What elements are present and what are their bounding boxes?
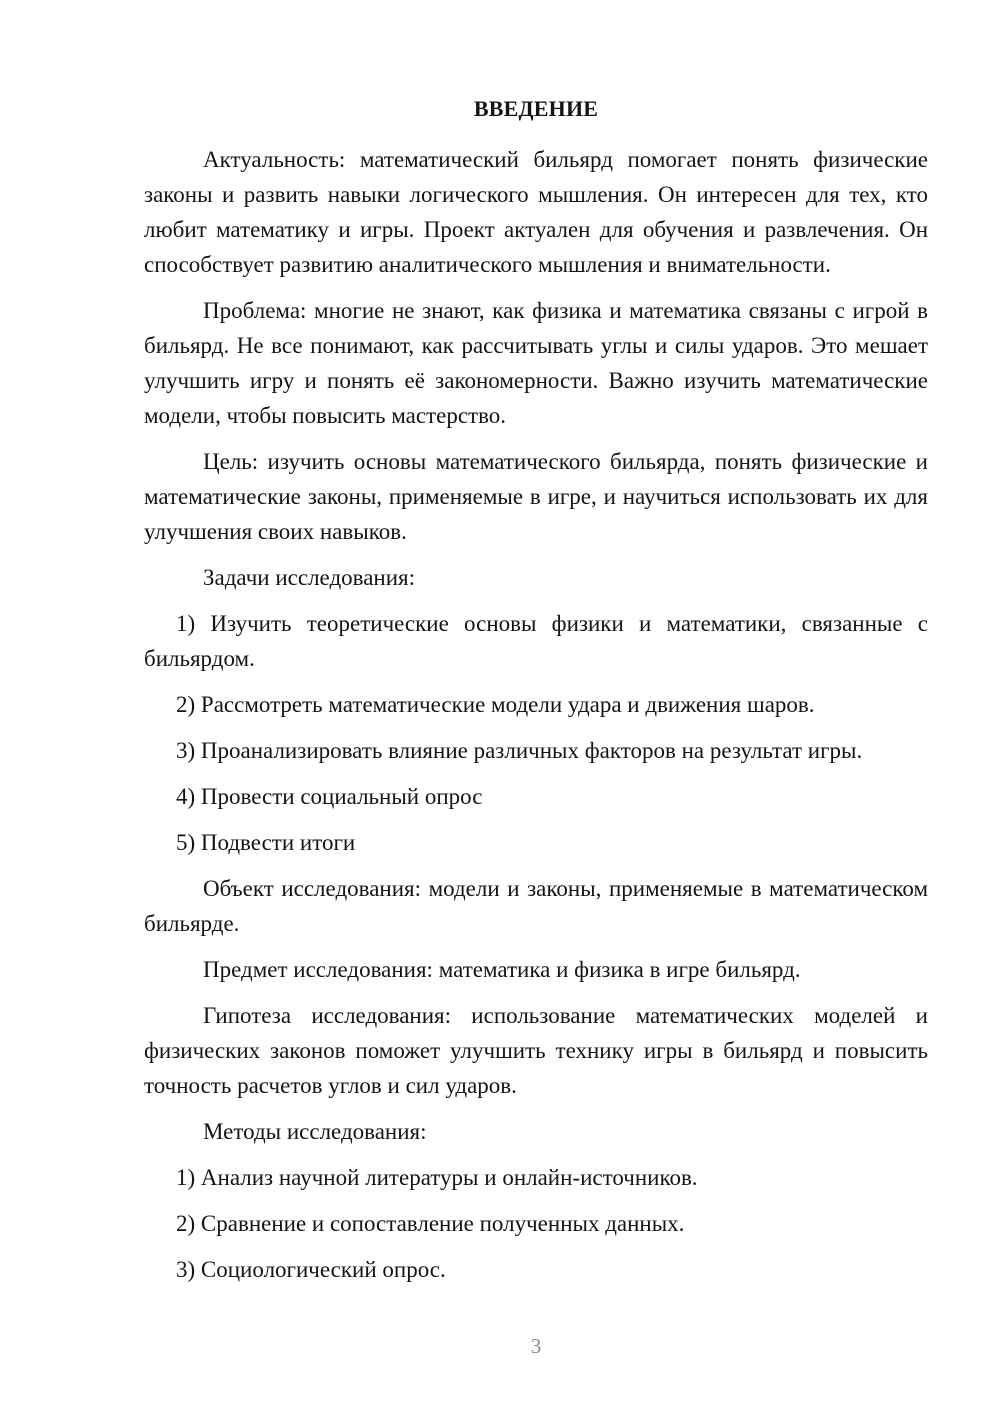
task-item-5: 5) Подвести итоги (176, 830, 356, 855)
task-item-3: 3) Проанализировать влияние различных факторов на результат игры. (176, 738, 863, 763)
task-item-4: 4) Провести социальный опрос (176, 784, 483, 809)
task-item-2: 2) Рассмотреть математические модели удара и движения шаров. (176, 692, 815, 717)
object-paragraph: Объект исследования: модели и законы, применяемые в математическом бильярде. (144, 876, 928, 936)
relevance-paragraph: Актуальность: математический бильярд помогает понять физические законы и развить навыки логического мышления. Он интересен для тех, кто любит математику и игры. Проект актуален для обучения и развлечения. Он способствует развитию аналитического мышления и внимательности. (144, 147, 928, 277)
subject-paragraph: Предмет исследования: математика и физика в игре бильярд. (203, 957, 801, 982)
tasks-heading: Задачи исследования: (203, 565, 416, 590)
task-item-1: 1) Изучить теоретические основы физики и математики, связанные с бильярдом. (144, 611, 928, 671)
method-item-1: 1) Анализ научной литературы и онлайн-источников. (176, 1165, 698, 1190)
methods-heading: Методы исследования: (203, 1119, 427, 1144)
method-item-3: 3) Социологический опрос. (176, 1257, 446, 1282)
document-body (144, 142, 928, 1298)
page-number: 3 (530, 1334, 542, 1358)
goal-paragraph: Цель: изучить основы математического бильярда, понять физические и математические законы, применяемые в игре, и научиться использовать их для улучшения своих навыков. (144, 449, 928, 544)
method-item-2: 2) Сравнение и сопоставление полученных данных. (176, 1211, 685, 1236)
section-title: ВВЕДЕНИЕ (473, 96, 599, 121)
hypothesis-paragraph: Гипотеза исследования: использование математических моделей и физических законов поможет улучшить технику игры в бильярд и повысить точность расчетов углов и сил ударов. (144, 1003, 928, 1098)
problem-paragraph: Проблема: многие не знают, как физика и математика связаны с игрой в бильярд. Не все понимают, как рассчитывать углы и силы ударов. Это мешает улучшить игру и понять её закономерности. Важно изучить математические модели, чтобы повысить мастерство. (144, 298, 928, 428)
